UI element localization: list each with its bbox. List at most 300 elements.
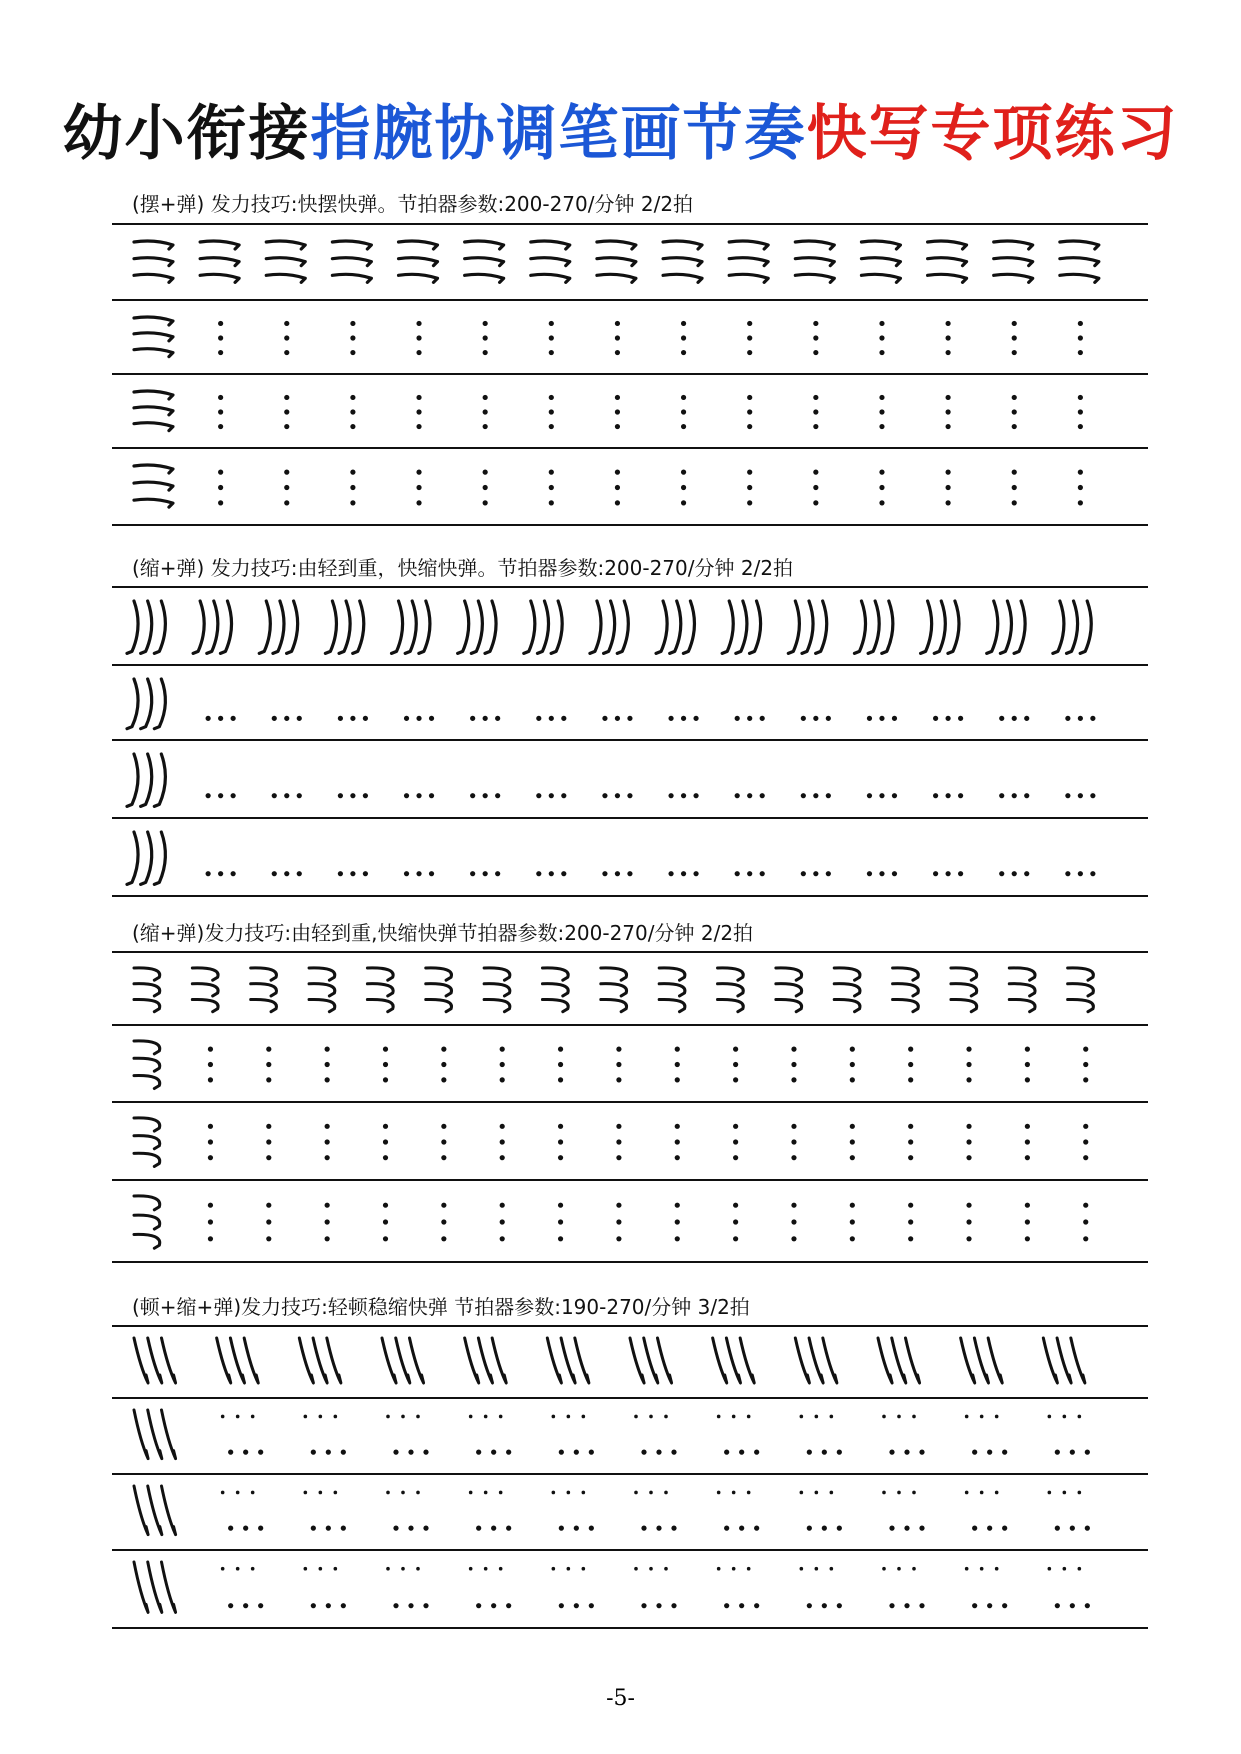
trace-dot — [567, 1491, 571, 1495]
trace-dot — [206, 793, 211, 798]
trace-dot — [408, 1526, 413, 1531]
trace-dot — [1078, 716, 1083, 721]
arc-hook-stroke — [601, 984, 627, 996]
trace-dot — [549, 716, 554, 721]
trace-dot — [892, 716, 897, 721]
arc-hook-stroke — [1068, 968, 1094, 980]
trace-dot — [559, 1450, 564, 1455]
arc-hook-stroke — [601, 968, 627, 980]
trace-dot — [1078, 470, 1083, 475]
arc-hook-stroke-group — [192, 968, 218, 1012]
trace-dots-group — [800, 1491, 842, 1531]
trace-dot — [208, 1203, 213, 1208]
trace-dot — [972, 1526, 977, 1531]
trace-dot — [393, 1603, 398, 1608]
trace-dot — [830, 1415, 834, 1419]
trace-dot — [813, 335, 818, 340]
paren-hook-stroke-group — [127, 679, 165, 729]
arc-hook-stroke — [659, 999, 685, 1011]
trace-dot — [616, 1236, 621, 1241]
swing-hook-stroke-group — [795, 241, 834, 282]
trace-dot — [484, 1567, 488, 1571]
trace-dot — [401, 1491, 405, 1495]
trace-dot — [1012, 321, 1017, 326]
trace-dot — [1070, 1450, 1075, 1455]
slant-hook-stroke — [988, 1338, 1002, 1383]
swing-hook-stroke — [663, 274, 702, 282]
paren-hook-stroke — [154, 679, 165, 729]
trace-dot — [904, 1603, 909, 1608]
trace-dot — [499, 1491, 503, 1495]
swing-hook-stroke — [861, 258, 900, 266]
trace-dot — [760, 793, 765, 798]
trace-dot — [675, 1203, 680, 1208]
arc-hook-stroke — [1068, 999, 1094, 1011]
trace-dots-group — [733, 1124, 738, 1161]
paren-hook-stroke — [127, 832, 138, 884]
trace-dots-group — [813, 395, 818, 429]
trace-dot — [284, 335, 289, 340]
trace-dot — [627, 793, 632, 798]
trace-dot — [1078, 409, 1083, 414]
trace-dot — [334, 1491, 338, 1495]
trace-dot — [602, 793, 607, 798]
trace-dot — [558, 1062, 563, 1067]
trace-dots-group — [1025, 1047, 1030, 1083]
trace-dots-group — [1078, 321, 1083, 355]
paren-hook-stroke-group — [127, 754, 165, 806]
slant-hook-stroke — [313, 1338, 327, 1383]
trace-dot — [946, 321, 951, 326]
trace-dot — [500, 1047, 505, 1052]
arc-hook-stroke — [134, 1153, 160, 1166]
trace-dot — [416, 1491, 420, 1495]
trace-dot — [904, 1450, 909, 1455]
trace-dots-group — [933, 793, 963, 798]
trace-dots-group — [602, 793, 632, 798]
paren-hook-stroke-group — [392, 601, 430, 653]
trace-dots-group — [1083, 1203, 1088, 1242]
slant-hook-stroke — [795, 1338, 809, 1383]
arc-hook-stroke — [367, 999, 393, 1011]
swing-hook-stroke — [200, 241, 239, 249]
trace-dots-group — [208, 1203, 213, 1242]
trace-dot — [483, 335, 488, 340]
swing-hook-stroke — [729, 241, 768, 249]
trace-dot — [602, 871, 607, 876]
trace-dot — [724, 1526, 729, 1531]
trace-dots-group — [879, 470, 884, 506]
trace-dot — [946, 395, 951, 400]
arc-hook-stroke — [134, 1136, 160, 1149]
trace-dot — [441, 1155, 446, 1160]
trace-dot — [416, 1415, 420, 1419]
trace-dot — [908, 1062, 913, 1067]
slant-hook-stroke — [244, 1338, 258, 1383]
arc-hook-stroke — [134, 1234, 160, 1248]
slant-hook-stroke — [726, 1338, 740, 1383]
trace-dot — [1083, 1062, 1088, 1067]
trace-dot — [879, 350, 884, 355]
trace-dots-group — [675, 1124, 680, 1161]
trace-dot — [350, 350, 355, 355]
trace-dot — [946, 350, 951, 355]
trace-dot — [484, 1415, 488, 1419]
trace-dot — [393, 1526, 398, 1531]
slant-hook-stroke — [148, 1338, 162, 1383]
trace-dot — [469, 1491, 473, 1495]
paren-hook-stroke-group — [656, 601, 694, 653]
trace-dot — [1055, 1603, 1060, 1608]
trace-dot — [386, 1415, 390, 1419]
trace-dot — [266, 1062, 271, 1067]
trace-dots-group — [266, 1203, 271, 1242]
trace-dots-group — [999, 871, 1029, 876]
trace-dot — [1048, 1567, 1052, 1571]
trace-dots-group — [552, 1491, 594, 1531]
trace-dot — [284, 321, 289, 326]
slant-hook-stroke — [575, 1338, 589, 1383]
paren-hook-stroke-group — [590, 601, 628, 653]
paren-hook-stroke-group — [722, 601, 760, 653]
slant-hook-stroke — [740, 1338, 754, 1383]
trace-dot — [1078, 485, 1083, 490]
trace-dot — [813, 871, 818, 876]
trace-dot — [733, 1236, 738, 1241]
trace-dot — [739, 1526, 744, 1531]
trace-dot — [850, 1219, 855, 1224]
trace-dot — [615, 321, 620, 326]
arc-hook-stroke — [192, 968, 218, 980]
trace-dot — [429, 716, 434, 721]
trace-dots-group — [284, 395, 289, 429]
trace-dot — [733, 1139, 738, 1144]
trace-dot — [813, 321, 818, 326]
trace-dot — [1048, 1491, 1052, 1495]
arc-hook-stroke — [367, 968, 393, 980]
paren-hook-stroke — [1014, 601, 1025, 653]
swing-hook-stroke — [134, 317, 173, 325]
trace-dot — [266, 1219, 271, 1224]
trace-dot — [549, 409, 554, 414]
trace-dots-group — [1012, 321, 1017, 355]
trace-dot — [987, 1603, 992, 1608]
trace-dot — [958, 716, 963, 721]
trace-dot — [807, 1526, 812, 1531]
trace-dot — [656, 1603, 661, 1608]
trace-dots-group — [284, 321, 289, 355]
trace-dots-group — [966, 1124, 971, 1161]
trace-dot — [350, 716, 355, 721]
trace-dot — [208, 1155, 213, 1160]
trace-dot — [325, 1077, 330, 1082]
trace-dot — [441, 1047, 446, 1052]
trace-dots-group — [966, 1203, 971, 1242]
slant-hook-stroke-group — [217, 1338, 259, 1383]
trace-dot — [416, 871, 421, 876]
arc-hook-stroke — [776, 999, 802, 1011]
swing-hook-stroke — [399, 274, 438, 282]
trace-dots-group — [908, 1124, 913, 1161]
trace-dot — [416, 470, 421, 475]
slant-hook-stroke — [162, 1338, 176, 1383]
slant-hook-stroke — [410, 1338, 424, 1383]
trace-dots-group — [668, 793, 698, 798]
swing-hook-stroke-group — [465, 241, 504, 282]
paren-hook-stroke — [141, 679, 152, 729]
trace-dot — [383, 1236, 388, 1241]
arc-hook-stroke — [601, 999, 627, 1011]
swing-hook-stroke-group — [729, 241, 768, 282]
trace-dots-group — [221, 1567, 263, 1608]
trace-dot — [416, 350, 421, 355]
paren-hook-stroke — [882, 601, 893, 653]
paren-hook-stroke — [273, 601, 284, 653]
trace-dot — [904, 1526, 909, 1531]
trace-dots-group — [867, 793, 897, 798]
trace-dot — [879, 793, 884, 798]
trace-dot — [897, 1567, 901, 1571]
trace-dot — [386, 1567, 390, 1571]
trace-dot — [338, 716, 343, 721]
trace-dot — [815, 1415, 819, 1419]
trace-dot — [813, 793, 818, 798]
trace-dot — [681, 335, 686, 340]
swing-hook-stroke — [663, 241, 702, 249]
trace-dots-group — [1083, 1047, 1088, 1083]
trace-dot — [919, 1526, 924, 1531]
swing-hook-stroke — [1060, 274, 1099, 282]
trace-dots-group — [469, 1567, 511, 1608]
trace-dot — [491, 1526, 496, 1531]
trace-dot — [649, 1415, 653, 1419]
swing-hook-stroke — [531, 241, 570, 249]
paren-hook-stroke — [127, 754, 138, 806]
paren-hook-stroke-group — [854, 601, 892, 653]
trace-dots-group — [272, 871, 302, 876]
trace-dot — [946, 500, 951, 505]
trace-dot — [1083, 1047, 1088, 1052]
trace-dots-group — [850, 1203, 855, 1242]
trace-dot — [1090, 716, 1095, 721]
trace-dot — [552, 1491, 556, 1495]
trace-dot — [208, 1219, 213, 1224]
trace-dots-group — [791, 1124, 796, 1161]
trace-dot — [681, 350, 686, 355]
trace-dot — [747, 409, 752, 414]
trace-dot — [681, 485, 686, 490]
trace-dot — [1025, 1047, 1030, 1052]
paren-hook-stroke-group — [524, 601, 562, 653]
trace-dot — [1012, 424, 1017, 429]
trace-dot — [1083, 1124, 1088, 1129]
trace-dot — [791, 1124, 796, 1129]
trace-dots-group — [500, 1124, 505, 1161]
trace-dot — [850, 1155, 855, 1160]
arc-hook-stroke — [1009, 984, 1035, 996]
trace-dot — [416, 1567, 420, 1571]
trace-dot — [995, 1567, 999, 1571]
trace-dots-group — [536, 871, 566, 876]
trace-dot — [668, 793, 673, 798]
trace-dot — [483, 321, 488, 326]
trace-dot — [483, 350, 488, 355]
trace-dots-group — [404, 871, 434, 876]
swing-hook-stroke — [729, 274, 768, 282]
trace-dot — [1078, 793, 1083, 798]
swing-hook-stroke — [531, 258, 570, 266]
paren-hook-stroke — [287, 601, 298, 653]
arc-hook-stroke — [426, 984, 452, 996]
slant-hook-stroke — [892, 1338, 906, 1383]
trace-dot — [423, 1603, 428, 1608]
trace-dots-group — [416, 470, 421, 506]
trace-dot — [908, 1047, 913, 1052]
trace-dots-group — [602, 716, 632, 721]
swing-hook-stroke — [332, 241, 371, 249]
trace-dot — [470, 716, 475, 721]
swing-hook-stroke — [1060, 241, 1099, 249]
swing-hook-stroke — [795, 274, 834, 282]
arc-hook-stroke — [251, 999, 277, 1011]
trace-dot — [1083, 1203, 1088, 1208]
trace-dot — [549, 424, 554, 429]
slant-hook-stroke — [134, 1410, 148, 1459]
trace-dot — [908, 1124, 913, 1129]
arc-hook-stroke — [134, 1196, 160, 1210]
trace-dot — [549, 470, 554, 475]
trace-dot — [221, 1567, 225, 1571]
trace-dot — [627, 871, 632, 876]
trace-dot — [1078, 350, 1083, 355]
paren-hook-stroke — [127, 601, 138, 653]
trace-dot — [946, 793, 951, 798]
trace-dot — [404, 793, 409, 798]
trace-dot — [561, 793, 566, 798]
swing-hook-stroke — [266, 258, 305, 266]
trace-dot — [258, 1526, 263, 1531]
trace-dot — [218, 470, 223, 475]
trace-dot — [218, 500, 223, 505]
trace-dot — [251, 1491, 255, 1495]
trace-dot — [416, 335, 421, 340]
trace-dot — [221, 1491, 225, 1495]
trace-dot — [675, 1155, 680, 1160]
arc-hook-stroke — [893, 968, 919, 980]
trace-dots-group — [733, 1047, 738, 1083]
trace-dot — [908, 1203, 913, 1208]
arc-hook-stroke — [834, 999, 860, 1011]
paren-hook-stroke — [485, 601, 496, 653]
trace-dot — [383, 1139, 388, 1144]
arc-hook-stroke-group — [776, 968, 802, 1012]
trace-dot — [1078, 500, 1083, 505]
trace-dots-group — [441, 1047, 446, 1083]
swing-hook-stroke-group — [994, 241, 1033, 282]
trace-dot — [218, 716, 223, 721]
trace-dot — [946, 424, 951, 429]
trace-dots-group — [483, 470, 488, 506]
trace-dot — [850, 1236, 855, 1241]
swing-hook-stroke — [531, 274, 570, 282]
trace-dots-group — [338, 793, 368, 798]
paren-hook-stroke — [750, 601, 761, 653]
trace-dot — [615, 395, 620, 400]
trace-dot — [1083, 1219, 1088, 1224]
trace-dots-group — [965, 1415, 1007, 1455]
trace-dots-group — [1012, 395, 1017, 429]
swing-hook-stroke — [134, 465, 173, 473]
trace-dots-group — [208, 1047, 213, 1083]
trace-dot — [908, 1155, 913, 1160]
trace-dot — [972, 1450, 977, 1455]
trace-dot — [656, 1450, 661, 1455]
trace-dot — [1025, 1203, 1030, 1208]
trace-dot — [867, 871, 872, 876]
trace-dot — [837, 1526, 842, 1531]
trace-dot — [892, 793, 897, 798]
arc-hook-stroke — [542, 999, 568, 1011]
trace-dot — [208, 1062, 213, 1067]
trace-dot — [966, 1155, 971, 1160]
trace-dots-group — [882, 1567, 924, 1608]
trace-dot — [495, 716, 500, 721]
trace-dot — [837, 1450, 842, 1455]
paren-hook-stroke-group — [987, 601, 1025, 653]
trace-dots-group — [325, 1047, 330, 1083]
trace-dot — [958, 793, 963, 798]
slant-hook-stroke — [961, 1338, 975, 1383]
arc-hook-stroke — [951, 984, 977, 996]
trace-dots-group — [747, 321, 752, 355]
trace-dot — [882, 1491, 886, 1495]
arc-hook-stroke — [134, 999, 160, 1011]
swing-hook-stroke — [399, 241, 438, 249]
slant-hook-stroke — [148, 1410, 162, 1459]
trace-dot — [1025, 1062, 1030, 1067]
trace-dots-group — [634, 1491, 676, 1531]
paren-hook-stroke — [788, 601, 799, 653]
trace-dots-group — [813, 321, 818, 355]
trace-dot — [616, 1155, 621, 1160]
trace-dots-group — [416, 321, 421, 355]
trace-dots-group — [1083, 1124, 1088, 1161]
trace-dot — [616, 1062, 621, 1067]
arc-hook-stroke — [134, 1058, 160, 1071]
trace-dot — [1078, 321, 1083, 326]
trace-dots-group — [882, 1491, 924, 1531]
trace-dot — [549, 350, 554, 355]
trace-dot — [272, 793, 277, 798]
trace-dot — [675, 1047, 680, 1052]
swing-hook-stroke — [795, 258, 834, 266]
slant-hook-stroke-group — [713, 1338, 755, 1383]
trace-dot — [243, 1603, 248, 1608]
trace-dot — [966, 1062, 971, 1067]
trace-dot — [879, 716, 884, 721]
trace-dot — [416, 395, 421, 400]
trace-dots-group — [933, 716, 963, 721]
trace-dots-group — [383, 1047, 388, 1083]
trace-dot — [470, 793, 475, 798]
trace-dots-group — [350, 321, 355, 355]
swing-hook-stroke — [861, 274, 900, 282]
trace-dots-group — [549, 321, 554, 355]
paren-hook-stroke — [193, 601, 204, 653]
trace-dot — [1002, 1603, 1007, 1608]
swing-hook-stroke — [861, 241, 900, 249]
trace-dot — [807, 1450, 812, 1455]
